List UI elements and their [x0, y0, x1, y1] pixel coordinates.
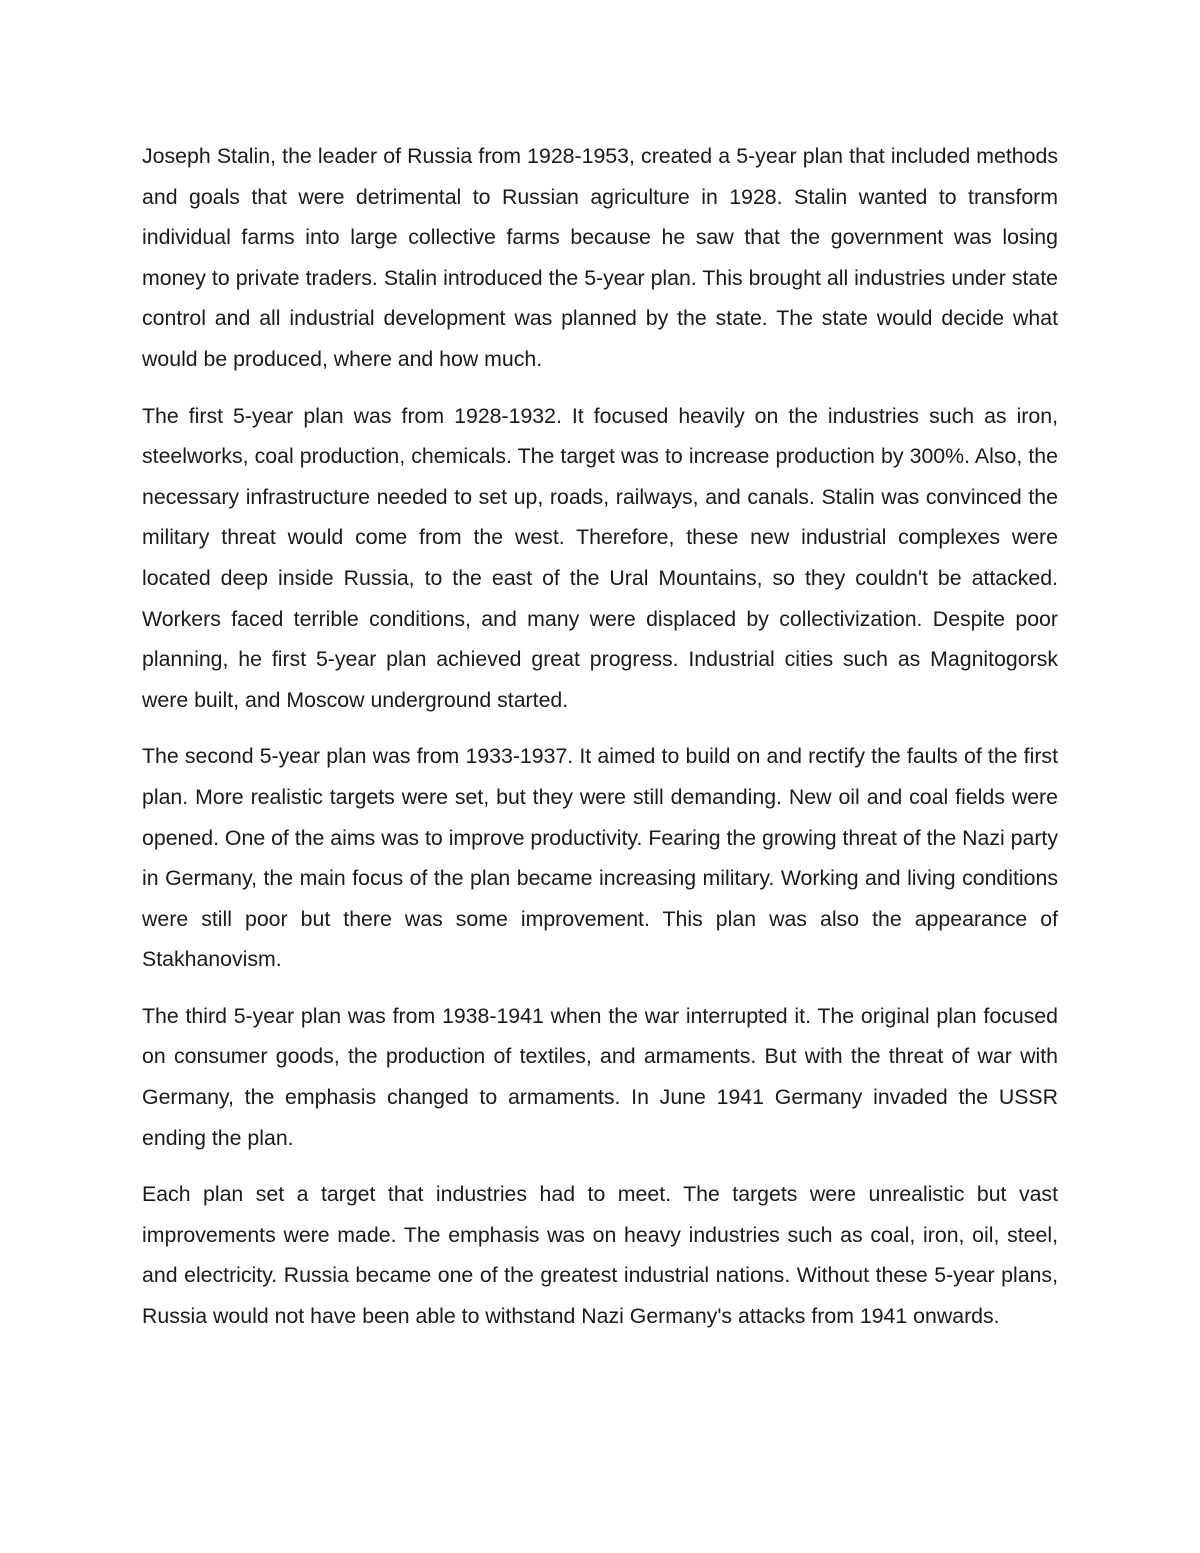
paragraph-4: The third 5-year plan was from 1938-1941 when the war interrupted it. The original plan focused on consumer goods, the production of textiles, and armaments. But with the threat of war with Germany, the emphasis changed to armaments. In June 1941 Germany invaded the USSR ending the plan.	[142, 1003, 1058, 1150]
paragraph-5: Each plan set a target that industries had to meet. The targets were unrealistic but vast improvements were made. The emphasis was on heavy industries such as coal, iron, oil, steel, and electricity. Russia became one of the greatest industrial nations. Without these 5-year plans, Russia would not have been able to withstand Nazi Germany's attacks from 1941 onwards.	[142, 1182, 1058, 1329]
paragraph-1: Joseph Stalin, the leader of Russia from 1928-1953, created a 5-year plan that included methods and goals that were detrimental to Russian agriculture in 1928. Stalin wanted to transform individual farms into large collective farms because he saw that the government was losing money to private traders. Stalin introduced the 5-year plan. This brought all industries under state control and all industrial development was planned by the state. The state would decide what would be produced, where and how much.	[142, 144, 1058, 371]
document-body	[142, 136, 1058, 1353]
paragraph-3: The second 5-year plan was from 1933-1937. It aimed to build on and rectify the faults of the first plan. More realistic targets were set, but they were still demanding. New oil and coal fields were opened. One of the aims was to improve productivity. Fearing the growing threat of the Nazi party in Germany, the main focus of the plan became increasing military. Working and living conditions were still poor but there was some improvement. This plan was also the appearance of Stakhanovism.	[142, 744, 1058, 972]
paragraph-2: The first 5-year plan was from 1928-1932. It focused heavily on the industries such as iron, steelworks, coal production, chemicals. The target was to increase production by 300%. Also, the necessary infrastructure needed to set up, roads, railways, and canals. Stalin was convinced the military threat would come from the west. Therefore, these new industrial complexes were located deep inside Russia, to the east of the Ural Mountains, so they couldn't be attacked. Workers faced terrible conditions, and many were displaced by collectivization. Despite poor planning, he first 5-year plan achieved great progress. Industrial cities such as Magnitogorsk were built, and Moscow underground started.	[142, 403, 1058, 712]
